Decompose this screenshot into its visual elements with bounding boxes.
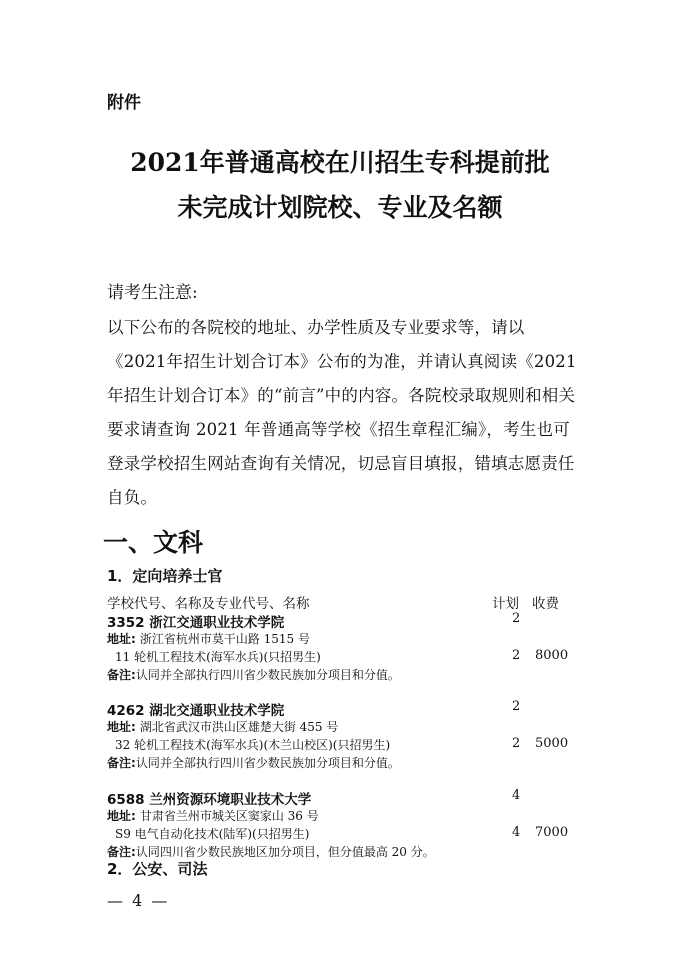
address-label: 地址: [107, 720, 136, 734]
major-plan: 2 [512, 736, 521, 751]
table-header-school: 学校代号、名称及专业代号、名称 [107, 596, 310, 612]
school-address [107, 718, 338, 735]
address-value: 甘肃省兰州市城关区窦家山 36 号 [139, 809, 319, 823]
notice-line: 《2021年招生计划合订本》公布的为准，并请认真阅读《2021 [107, 352, 577, 371]
page-title-line-2: 未完成计划院校、专业及名额 [177, 193, 503, 222]
section-title: 一、文科 [103, 528, 204, 557]
notice-line: 自负。 [107, 488, 158, 507]
notice-line: 年招生计划合订本》的“前言”中的内容。各院校录取规则和相关 [107, 386, 576, 405]
notice-heading: 请考生注意: [107, 283, 198, 303]
subsection-title: 1．定向培养士官 [107, 567, 223, 585]
school-plan: 4 [512, 788, 521, 803]
major-fee: 8000 [535, 648, 569, 663]
school-note [107, 666, 400, 683]
note-value: 认同四川省少数民族地区加分项目，但分值最高 20 分。 [135, 845, 435, 859]
note-label: 备注: [107, 756, 136, 770]
table-header-plan: 计划 [492, 596, 519, 612]
school-code-name: 4262 湖北交通职业技术学院 [107, 703, 285, 719]
page-title-line-1: 2021年普通高校在川招生专科提前批 [130, 148, 550, 177]
address-label: 地址: [107, 632, 136, 646]
attachment-label: 附件 [107, 93, 141, 113]
note-value: 认同并全部执行四川省少数民族加分项目和分值。 [135, 756, 400, 770]
notice-line: 要求请查询 2021 年普通高等学校《招生章程汇编》，考生也可 [107, 420, 570, 439]
notice-line: 登录学校招生网站查询有关情况，切忌盲目填报，错填志愿责任 [107, 454, 575, 473]
major-plan: 2 [512, 648, 521, 663]
note-value: 认同并全部执行四川省少数民族加分项目和分值。 [135, 668, 400, 682]
major-plan: 4 [512, 825, 521, 840]
page-number: — 4 — [107, 891, 170, 910]
address-label: 地址: [107, 809, 136, 823]
major-name: 32 轮机工程技术(海军水兵)(木兰山校区)(只招男生) [115, 738, 391, 752]
subsection-title: 2．公安、司法 [107, 860, 208, 878]
school-code-name: 3352 浙江交通职业技术学院 [107, 615, 285, 631]
major-fee: 5000 [535, 736, 569, 751]
major-fee: 7000 [535, 825, 569, 840]
notice-line: 以下公布的各院校的地址、办学性质及专业要求等，请以 [107, 318, 525, 337]
school-plan: 2 [512, 611, 521, 626]
school-address [107, 807, 319, 824]
note-label: 备注: [107, 668, 136, 682]
note-label: 备注: [107, 845, 136, 859]
school-address [107, 630, 310, 647]
school-plan: 2 [512, 699, 521, 714]
school-note [107, 754, 400, 771]
school-code-name: 6588 兰州资源环境职业技术大学 [107, 792, 312, 808]
major-name: S9 电气自动化技术(陆军)(只招男生) [115, 827, 310, 841]
address-value: 浙江省杭州市莫干山路 1515 号 [139, 632, 310, 646]
major-name: 11 轮机工程技术(海军水兵)(只招男生) [115, 650, 321, 664]
table-header-fee: 收费 [532, 596, 559, 612]
address-value: 湖北省武汉市洪山区雄楚大街 455 号 [139, 720, 339, 734]
